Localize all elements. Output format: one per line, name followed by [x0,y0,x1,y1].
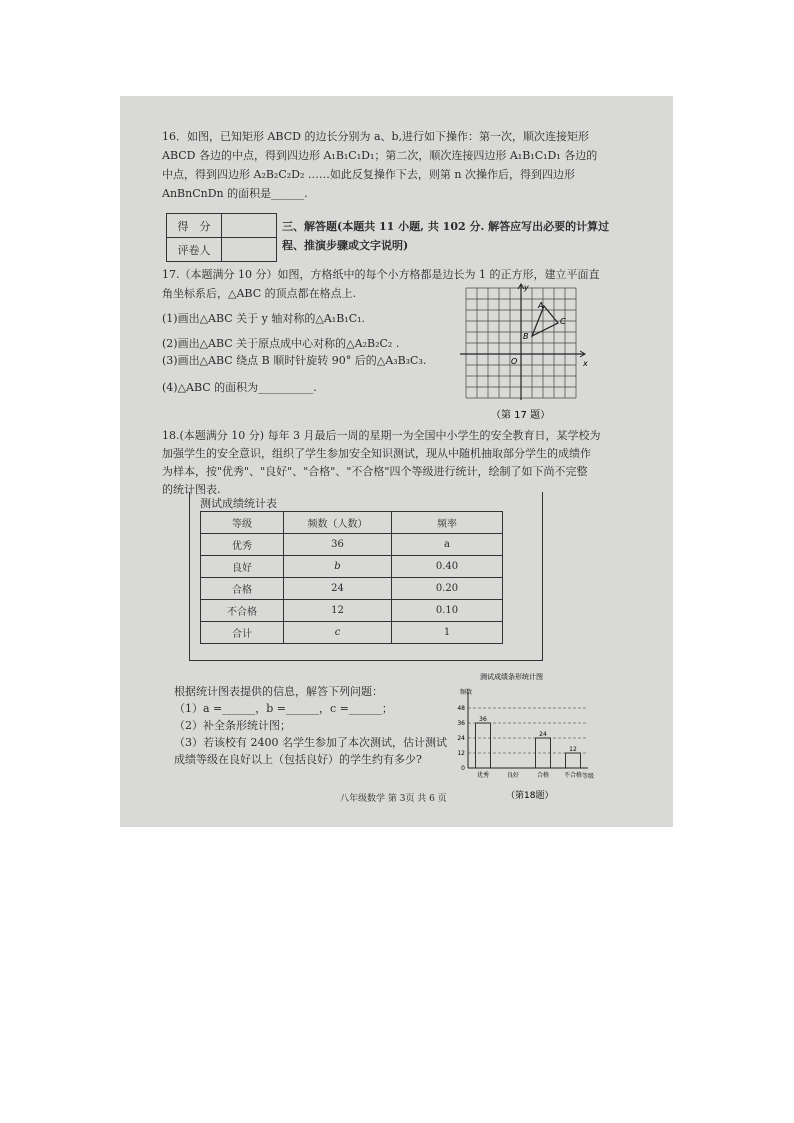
q16-line-2: ABCD 各边的中点，得到四边形 A₁B₁C₁D₁；第二次，顺次连接四边形 A₁B₁C₁D₁ 各边的 [162,149,598,162]
q18-sub-2: （2）补全条形统计图； [174,719,291,732]
y-tick-label: 24 [457,735,465,742]
score-cell [222,214,277,238]
data-label: 36 [479,716,487,723]
y-axis-label: y [524,283,529,292]
y-tick-label: 48 [457,705,465,712]
q16-line-4: AnBnCnDn 的面积是______. [162,187,308,200]
cell-count: 36 [284,534,392,556]
q17-part-1: (1)画出△ABC 关于 y 轴对称的△A₁B₁C₁. [162,312,366,325]
data-label: 24 [539,731,547,738]
y-tick-label: 12 [457,750,465,757]
cell-grade: 合格 [201,578,284,600]
score-label: 得 分 [167,214,222,238]
cell-rate: 0.20 [392,578,503,600]
table-row [201,600,503,622]
q17-grid-figure [455,282,595,422]
cell-count: b [284,556,392,578]
bar [566,753,581,768]
section-3-heading: 三、解答题(本题共 11 小题, 共 102 分. 解答应写出必要的计算过 [282,220,610,233]
grader-label: 评卷人 [167,238,222,262]
page-footer: 八年级数学 第 3页 共 6 页 [340,794,447,804]
cell-grade: 优秀 [201,534,284,556]
chart-marks [457,692,588,779]
section-3-heading-cont: 程、推演步骤或文字说明) [282,239,409,252]
data-label: 12 [569,746,577,753]
x-tick-label: 良好 [506,772,520,779]
cell-grade: 合计 [201,622,284,644]
x-tick-label: 优秀 [476,772,490,779]
y-tick-label: 0 [461,765,465,772]
x-tick-label: 不合格 [563,772,583,779]
bar-chart [440,670,610,800]
cell-count: c [284,622,392,644]
bar [476,723,491,768]
q17-part-3: (3)画出△ABC 绕点 B 顺时针旋转 90° 后的△A₃B₃C₃. [162,354,427,367]
table-row [201,578,503,600]
q16-line-1: 16．如图，已知矩形 ABCD 的边长分别为 a、b,进行如下操作：第一次，顺次连接矩形 [162,130,590,143]
q18-intro-1: 18.(本题满分 10 分) 每年 3 月最后一周的星期一为全国中小学生的安全教育日，某学校为 [162,429,601,442]
y-tick-label: 36 [457,720,465,727]
table-row [201,534,503,556]
header-rate: 频率 [392,512,503,534]
q18-chart-caption: （第18题） [506,791,554,800]
q17-part-4: (4)△ABC 的面积为__________. [162,381,317,394]
grader-cell [222,238,277,262]
q18-sub-3a: （3）若该校有 2400 名学生参加了本次测试，估计测试 [174,736,447,749]
x-tick-label: 合格 [536,772,550,779]
cell-count: 12 [284,600,392,622]
chart-ylabel: 频数 [460,689,473,696]
stat-table-title: 测试成绩统计表 [200,497,277,510]
stat-table-header-row [201,512,503,534]
q18-intro-3: 为样本，按"优秀"、"良好"、"合格"、"不合格"四个等级进行统计，绘制了如下尚不完整 [162,465,588,478]
x-axis-label: x [583,359,588,368]
q18-intro-4: 的统计图表. [162,483,221,496]
cell-rate: 0.40 [392,556,503,578]
header-frequency: 频数（人数） [284,512,392,534]
cell-grade: 良好 [201,556,284,578]
q18-lead: 根据统计图表提供的信息，解答下列问题： [174,685,383,698]
q18-sub-1: （1）a =______，b =______，c =______； [174,702,393,715]
stat-table [200,511,503,644]
cell-rate: a [392,534,503,556]
table-row [201,556,503,578]
q18-intro-2: 加强学生的安全意识，组织了学生参加安全知识测试，现从中随机抽取部分学生的成绩作 [162,447,591,460]
origin-label: O [511,357,518,366]
header-grade: 等级 [201,512,284,534]
cell-grade: 不合格 [201,600,284,622]
q17-intro-1: 17.（本题满分 10 分）如图，方格纸中的每个小方格都是边长为 1 的正方形，建立平面直 [162,268,600,281]
q16-line-3: 中点，得到四边形 A₂B₂C₂D₂ ……如此反复操作下去，则第 n 次操作后，得到四边形 [162,168,575,181]
q17-part-2: (2)画出△ABC 关于原点成中心对称的△A₂B₂C₂ . [162,337,400,350]
vertex-c-label: C [560,317,566,326]
table-row [201,622,503,644]
vertex-a-label: A [538,301,544,310]
q17-intro-2: 角坐标系后，△ABC 的顶点都在格点上. [162,287,357,300]
q18-sub-3b: 成绩等级在良好以上（包括良好）的学生约有多少? [174,753,422,766]
cell-rate: 0.10 [392,600,503,622]
score-box [166,213,277,262]
cell-rate: 1 [392,622,503,644]
vertex-b-label: B [523,332,529,341]
chart-xlabel: 等级 [582,773,595,780]
chart-title: 测试成绩条形统计图 [480,673,543,681]
q17-caption: （第 17 题） [491,410,551,421]
cell-count: 24 [284,578,392,600]
